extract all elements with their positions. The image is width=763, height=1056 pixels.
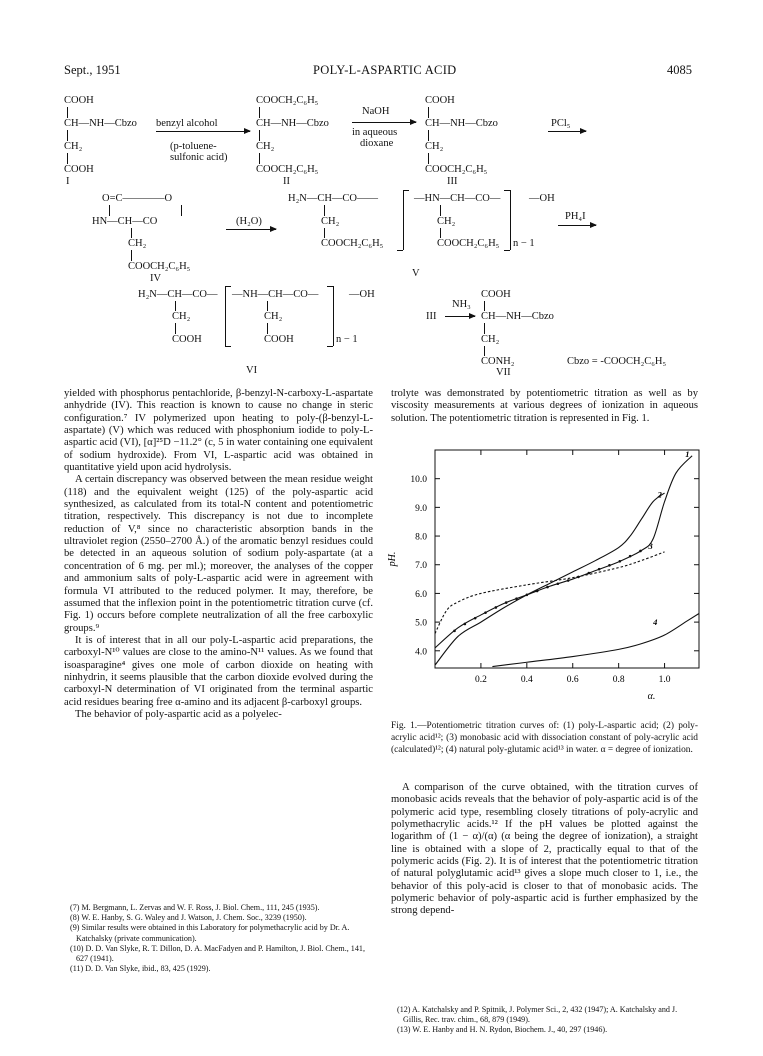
compound-v-ch2-b: CH₂ [437, 216, 456, 227]
series-1-point [619, 560, 622, 563]
y-axis-label: pH. [387, 551, 398, 567]
right-footnotes [391, 1005, 698, 1036]
running-title: POLY-L-ASPARTIC ACID [313, 63, 457, 77]
arrow-5 [558, 225, 596, 226]
series-1-point [464, 623, 467, 626]
paragraph: A comparison of the curve obtained, with the titration curves of monobasic acids reveals that the behavior of poly-aspartic acid is of the polymeric acid type, resembling closely titrations of poly-acrylic and polymethacrylic acids.¹² If the pH values be plotted against the logarithm of (1 − α)/(α) (α being the degree of ionization), a straight line is obtained with a slope of 2, practically equal to that of the polymeric acids (Fig. 2). It is of interest that the potentiometric titration of natural polyglutamic acid¹³ gives a slope much closer to 1, i.e., the behavior of this poly-acid is closer to that of monobasic acids. The polymeric behavior of poly-aspartic acid is further emphasized by the strong depend- [391, 782, 698, 917]
header-date: Sept., 1951 [64, 63, 121, 77]
series-1-point [484, 611, 487, 614]
arrow-6 [445, 316, 475, 317]
x-tick-label: 0.4 [520, 675, 533, 685]
compound-vi-ch2-b: CH₂ [264, 311, 283, 322]
compound-vii-label: VII [496, 367, 511, 378]
compound-ii-label: II [283, 176, 290, 187]
compound-vii-conh2: CONH₂ [481, 356, 515, 367]
paragraph: trolyte was demonstrated by potentiometric titration as well as by viscosity measurements at various degrees of ionization in aqueous solution. The potentiometric titration is represented in Fig. 1. [391, 388, 698, 424]
compound-vii-ch: CH—NH—Cbzo [481, 311, 554, 322]
compound-i-cooh: COOH [64, 95, 94, 106]
left-column-text [64, 388, 373, 721]
compound-iii-ch2: CH₂ [425, 141, 444, 152]
arrow-1 [156, 131, 250, 132]
compound-iv-ch2: CH₂ [128, 238, 147, 249]
paragraph: A certain discrepancy was observed between the mean residue weight (118) and the equivalent weight (125) of the poly-aspartic acid synthesized, as calculated from its total-N content and potentiometric titration, respectively. This discrepancy is not due to incomplete reduction of V,⁸ since no characteristic absorption bands in the ultraviolet region (2550–2700 Å.) of the aromatic benzyl residues could be detected in an aqueous solution of sodium poly-aspartate (at a concentration of 6 mg. per ml.); moreover, the analyses of the copper and ammonium salts of poly-L-aspartic acid were in agreement with formula VI attributed to the reduced polymer. It may, therefore, be assumed that the inflexion point in the potentiometric titration curve (cf. Fig. 1) occurs before complete neutralization of all the free carboxylic groups.⁹ [64, 474, 373, 634]
compound-ii-ester2: COOCH₂C₆H₅ [256, 164, 319, 175]
reagent-catalyst-1: (p-toluene- [170, 141, 217, 152]
compound-iii-label: III [447, 176, 458, 187]
compound-i-ch2: CH₂ [64, 141, 83, 152]
footnote: (9) Similar results were obtained in this Laboratory for polymethacrylic acid by Dr. A. Katchalsky (private communication). [70, 923, 350, 943]
compound-v-n: n − 1 [513, 238, 535, 249]
figure-caption [391, 720, 698, 756]
compound-ii-ester: COOCH₂C₆H₅ [256, 95, 319, 106]
figure-1-chart [383, 442, 703, 702]
arrow-2 [352, 122, 416, 123]
series-1-point [608, 564, 611, 567]
y-tick-label: 6.0 [415, 589, 427, 600]
compound-i-cooh2: COOH [64, 164, 94, 175]
footnote: (13) W. E. Hanby and H. N. Rydon, Biochem. J., 40, 297 (1946). [397, 1025, 608, 1035]
compound-vi-label: VI [246, 365, 258, 376]
series-1-point [629, 555, 632, 558]
reagent-dioxane: dioxane [360, 138, 394, 149]
compound-vii-cooh: COOH [481, 289, 511, 300]
right-column-text [391, 782, 698, 918]
reagent-nh3: NH₃ [452, 299, 471, 310]
compound-v-oh: —OH [529, 193, 555, 204]
compound-ii-ch2: CH₂ [256, 141, 275, 152]
y-tick-label: 4.0 [415, 647, 427, 658]
compound-iv-ring-bottom: HN—CH—CO [92, 216, 158, 227]
footnote: (12) A. Katchalsky and P. Spitnik, J. Polymer Sci., 2, 432 (1947); A. Katchalsky and J. Gillis, Rec. trav. chim., 68, 879 (1949). [397, 1005, 678, 1025]
footnote: (10) D. D. Van Slyke, R. T. Dillon, D. A. MacFadyen and P. Hamilton, J. Biol. Chem., 141, 627 (1941). [70, 943, 365, 964]
x-axis-label: α. [647, 691, 656, 702]
compound-iv-label: IV [150, 273, 162, 284]
series-4-label: 4 [653, 616, 658, 627]
x-tick-label: 0.6 [566, 675, 579, 685]
series-1-point [474, 617, 477, 620]
compound-i-label: I [66, 176, 70, 187]
arrow-4 [226, 229, 276, 230]
compound-v-repeat: —HN—CH—CO— [414, 193, 501, 204]
arrow-3 [548, 131, 586, 132]
compound-v-ester-a: COOCH₂C₆H₅ [321, 238, 384, 249]
paragraph: yielded with phosphorus pentachloride, β-benzyl-N-carboxy-L-aspartate anhydride (IV). This reaction is known to cause no change in steric configuration.⁷ IV polymerized upon heating to poly-(β-benzyl-L-aspartate) (V) which was reduced with phosphonium iodide to poly-L-aspartic acid (VI), [α]²⁵D −11.2° (c, 5 in water containing one equivalent of sodium hydroxide). From VI, L-aspartic acid was obtained in quantitative yield upon acid hydrolysis. [64, 388, 373, 474]
y-tick-label: 10.0 [410, 475, 427, 486]
compound-vi-n: n − 1 [336, 334, 358, 345]
paragraph: The behavior of poly-aspartic acid as a polyelec- [75, 708, 282, 720]
compound-vi-oh: —OH [349, 289, 375, 300]
series-2-line [435, 493, 665, 665]
footnote: (8) W. E. Hanby, S. G. Waley and J. Watson, J. Chem. Soc., 3239 (1950). [70, 913, 307, 923]
series-1-point [546, 586, 549, 589]
reagent-catalyst-2: sulfonic acid) [170, 152, 228, 163]
series-1-point [453, 630, 456, 633]
series-4-line [492, 614, 699, 667]
caption-text: Fig. 1.—Potentiometric titration curves of: (1) poly-L-aspartic acid; (2) poly-acrylic acid¹²; (3) monobasic acid with dissociation constant of poly-acrylic acid (calculated)¹²; (4) natural poly-glutamic acid¹³ in water. α = degree of ionization. [391, 721, 698, 755]
compound-v-main: H₂N—CH—CO—— [288, 193, 378, 204]
series-2-label: 2 [657, 489, 662, 500]
compound-iii-ch: CH—NH—Cbzo [425, 118, 498, 129]
compound-vi-cooh-a: COOH [172, 334, 202, 345]
footnote: (7) M. Bergmann, L. Zervas and W. F. Ross, J. Biol. Chem., 111, 245 (1935). [70, 903, 320, 912]
compound-vi-cooh-b: COOH [264, 334, 294, 345]
right-column-top [391, 388, 698, 425]
compound-v-label: V [412, 268, 420, 279]
y-tick-label: 9.0 [415, 503, 427, 514]
compound-vii-ch2: CH₂ [481, 334, 500, 345]
cbzo-definition: Cbzo = -COOCH₂C₆H₅ [567, 356, 667, 367]
page-number: 4085 [667, 63, 692, 77]
series-1-point [588, 572, 591, 575]
series-1-point [639, 550, 642, 553]
reagent-pcl5: PCl₅ [551, 118, 571, 129]
y-tick-label: 8.0 [415, 532, 427, 543]
reagent-naoh: NaOH [362, 106, 390, 117]
compound-iv-ester: COOCH₂C₆H₅ [128, 261, 191, 272]
series-1-label: 1 [685, 449, 690, 460]
series-1-point [495, 606, 498, 609]
reagent-benzyl-alcohol: benzyl alcohol [156, 118, 218, 129]
compound-vi-main: H₂N—CH—CO— [138, 289, 218, 300]
compound-vi-ch2-a: CH₂ [172, 311, 191, 322]
paragraph: It is of interest that in all our poly-L-aspartic acid preparations, the carboxyl-N¹⁰ values are close to the amino-N¹¹ values. As we found that isoasparagine⁴ gives one mole of carbon dioxide on heating with ninhydrin, it seems plausible that the carbon dioxide evolved during the carboxyl-N determination of VI originated from the terminal aspartic acid residues bearing free α-amino and its adjacent β-carboxyl groups. [64, 634, 373, 708]
x-tick-label: 0.8 [612, 675, 625, 685]
compound-v-ch2-a: CH₂ [321, 216, 340, 227]
compound-vii-start: III [426, 311, 437, 322]
series-3-label: 3 [648, 540, 653, 551]
x-tick-label: 0.2 [474, 675, 487, 685]
compound-ii-ch: CH—NH—Cbzo [256, 118, 329, 129]
x-tick-label: 1.0 [658, 675, 671, 685]
series-1-point [598, 568, 601, 571]
reagent-ph4i: PH₄I [565, 211, 586, 222]
plot-frame [435, 450, 699, 668]
compound-iv-ring-top: O=C————O [102, 193, 173, 204]
footnote: (11) D. D. Van Slyke, ibid., 83, 425 (1929). [70, 964, 211, 974]
compound-iii-ester: COOCH₂C₆H₅ [425, 164, 488, 175]
compound-vi-repeat: —NH—CH—CO— [232, 289, 319, 300]
compound-v-ester-b: COOCH₂C₆H₅ [437, 238, 500, 249]
reagent-water: (H₂O) [236, 216, 262, 227]
series-1-point [567, 579, 570, 582]
y-tick-label: 5.0 [415, 618, 427, 629]
left-footnotes [64, 903, 373, 974]
reagent-aqueous: in aqueous [352, 127, 398, 138]
compound-i-ch: CH—NH—Cbzo [64, 118, 137, 129]
compound-iii-cooh: COOH [425, 95, 455, 106]
series-1-point [505, 601, 508, 604]
y-tick-label: 7.0 [415, 561, 427, 572]
series-1-point [557, 582, 560, 585]
